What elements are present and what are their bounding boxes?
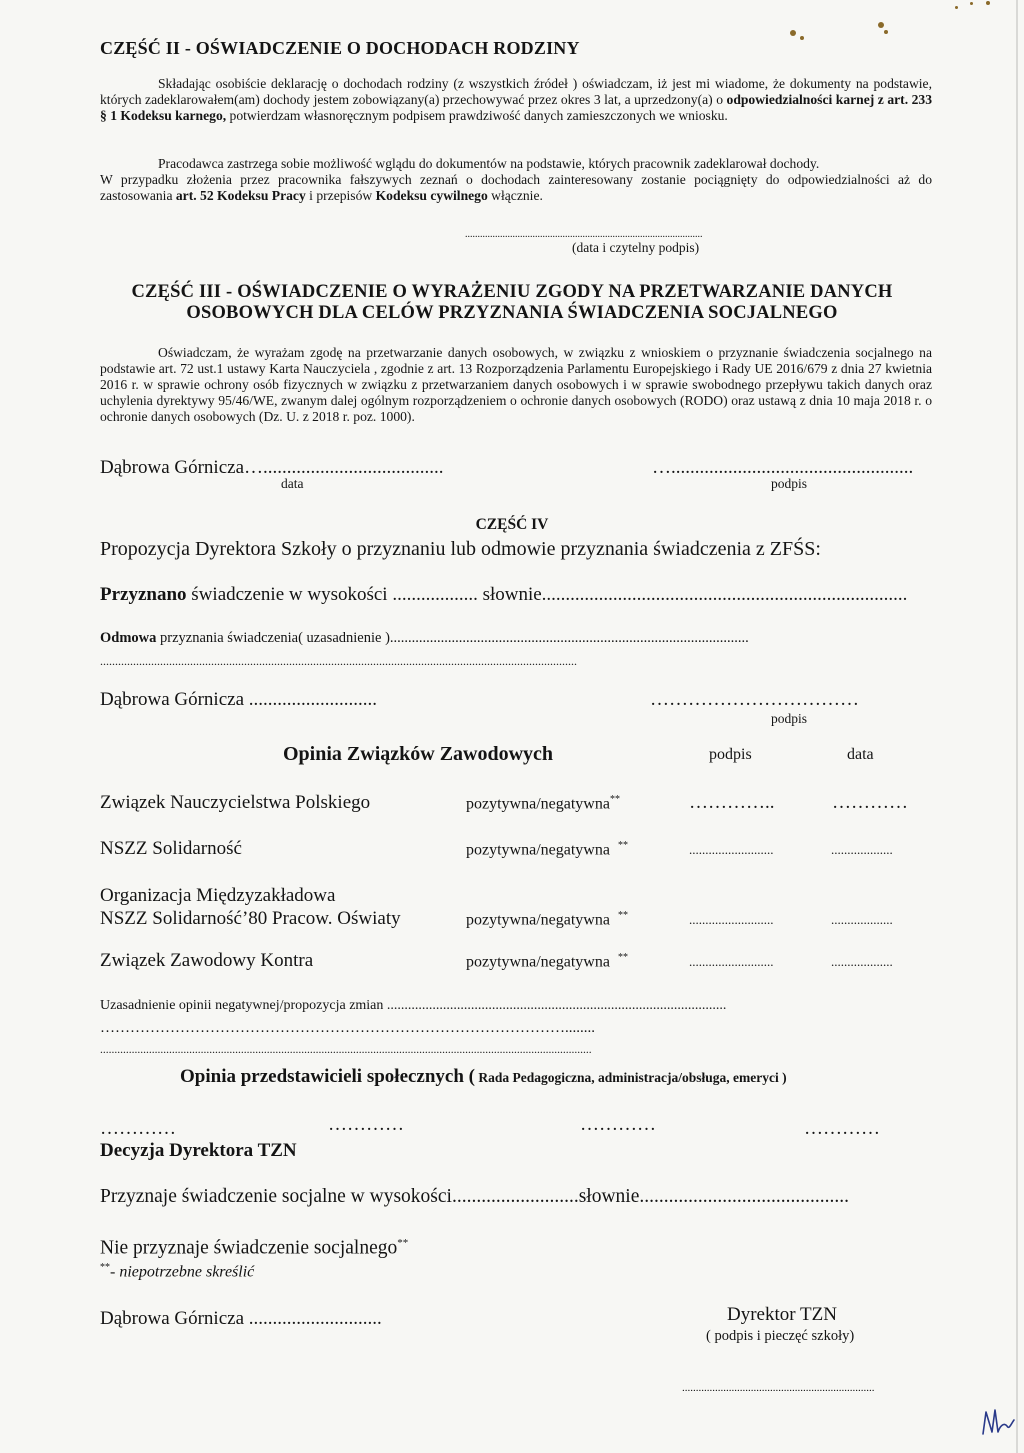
social-title: [180, 1066, 787, 1088]
part3-title-line2: OSOBOWYCH DLA CELÓW PRZYZNANIA ŚWIADCZENIA SOCJALNEGO: [186, 303, 838, 323]
union-opinion: [466, 910, 628, 929]
social-dots-1: …………: [100, 1118, 176, 1139]
union-opinion-text: pozytywna/negatywna: [466, 911, 610, 929]
part3-place: Dąbrowa Górnicza…......................................: [100, 457, 444, 478]
part2-para1-bold: odpowiedzialności karnej z art. 233 § 1 Kodeksu karnego,: [100, 92, 932, 123]
scan-edge: [1016, 0, 1018, 1453]
part2-paragraph-2: Pracodawca zastrzega sobie możliwość wglądu do dokumentów na podstawie, których pracownik zadeklarował dochody.: [158, 156, 820, 171]
handwritten-initials: [980, 1404, 1016, 1438]
union-name: NSZZ Solidarność’80 Pracow. Oświaty: [100, 908, 401, 929]
union-date-dots: ...................: [831, 842, 893, 857]
union-date-dots: ...................: [831, 912, 893, 927]
part3-consent-paragraph: Oświadczam, że wyrażam zgodę na przetwarzanie danych osobowych, w związku z wnioskiem o przyznanie świadczenia socjalnego na podstawie art. 72 ust.1 ustawy Karta Nauczyciela , zgodnie z art. 13 Rozporządzenia Parlamentu Europejskiego i Rady UE 2016/679 z dnia 27 kwietnia 2016 r. w sprawie ochrony osób fizycznych w związku z przetwarzaniem danych osobowych i w sprawie swobodnego przepływu takich danych oraz uchylenia dyrektywy 95/46/WE, zwanym dalej ogólnym rozporządzeniem o ochronie danych osobowych (RODO) oraz ustawą z dnia 10 maja 2018 r. o ochronie danych osobowych (Dz. U. z 2018 r. poz. 1000).: [100, 345, 932, 424]
social-dots-2: …………: [328, 1114, 404, 1135]
union-name-line1: Organizacja Międzyzakładowa: [100, 885, 336, 906]
social-dots-3: …………: [580, 1114, 656, 1135]
union-opinion-text: pozytywna/negatywna: [466, 795, 610, 813]
union-sign-dots: ..........................: [689, 954, 774, 969]
union-opinion: [466, 840, 628, 859]
union-name: Związek Zawodowy Kontra: [100, 950, 314, 971]
unions-justification-line2: …………………………………………………………………………………........: [100, 1020, 595, 1036]
part2-para1-text: Składając osobiście deklarację o dochodach rodziny (z wszystkich źródeł ) oświadczam, iż jest mi wiadome, że dokumenty na podstawie, których zadeklarowałem(am) dochody jestem zobowiązany(a) przechowywać przez okres 3 lat, a uprzedzony(a) o: [100, 76, 932, 107]
decision-deny-text: Nie przyznaje świadczenie socjalnego: [100, 1237, 398, 1259]
social-dots-4: …………: [804, 1118, 880, 1139]
refusal-line-2: ...............................................................................................................................................................: [100, 654, 577, 668]
decision-place: Dąbrowa Górnicza ............................: [100, 1308, 382, 1329]
part2-para3-bold1: art. 52 Kodeksu Pracy: [175, 188, 306, 203]
decision-deny-line: [100, 1237, 408, 1260]
decision-footnote-text: - niepotrzebne skreślić: [110, 1263, 255, 1281]
part4-sign-dots: ……………………………: [650, 689, 859, 710]
part2-signature-label: (data i czytelny podpis): [572, 240, 700, 255]
unions-title: Opinia Związków Zawodowych: [283, 743, 554, 765]
union-date-dots: …………: [832, 792, 908, 813]
union-opinion-mark: **: [617, 840, 628, 851]
decision-footnote: [100, 1262, 254, 1281]
part2-signature-line: ...............................................................................................: [465, 229, 703, 240]
decision-deny-mark: **: [397, 1237, 409, 1249]
part2-title: CZĘŚĆ II - OŚWIADCZENIE O DOCHODACH RODZINY: [100, 38, 580, 58]
part3-sign-dots: …...................................................: [652, 457, 914, 478]
part2-para3-end: włącznie.: [487, 188, 543, 203]
decision-grant-line: Przyznaje świadczenie socjalne w wysokości..........................słownie...........................................: [100, 1186, 849, 1207]
part2-para3-text: W przypadku złożenia przez pracownika fałszywych zeznań o dochodach zainteresowany zostanie pociągnięty do odpowiedzialności aż do zastosowania: [100, 172, 932, 203]
part3-data-label: data: [281, 476, 304, 491]
union-opinion: [466, 794, 620, 813]
part2-paragraph-3: [100, 172, 932, 204]
unions-justification-line3: ...........................................................................................................................................................................: [100, 1044, 592, 1056]
social-title-small: Rada Pedagogiczna, administracja/obsługa, emeryci ): [475, 1070, 787, 1085]
granted-amount-line: [100, 584, 907, 606]
decision-title: Decyzja Dyrektora TZN: [100, 1140, 297, 1161]
part2-para3-mid: i przepisów: [305, 188, 376, 203]
union-opinion-text: pozytywna/negatywna: [466, 841, 610, 859]
union-name: Związek Nauczycielstwa Polskiego: [100, 792, 371, 813]
unions-col-podpis: podpis: [709, 746, 752, 763]
social-title-bold: Opinia przedstawicieli społecznych (: [180, 1066, 476, 1087]
director-title: Dyrektor TZN: [727, 1304, 837, 1325]
union-name: NSZZ Solidarność: [100, 838, 242, 859]
union-opinion-mark: **: [617, 910, 628, 921]
part4-place: Dąbrowa Górnicza ...........................: [100, 689, 378, 710]
part2-para1-text-end: potwierdzam własnoręcznym podpisem prawdziwość danych zamieszczonych we wniosku.: [226, 108, 728, 123]
union-opinion-text: pozytywna/negatywna: [466, 953, 610, 971]
part2-paragraph-1: [100, 76, 932, 124]
part3-title-line1: CZĘŚĆ III - OŚWIADCZENIE O WYRAŻENIU ZGODY NA PRZETWARZANIE DANYCH: [131, 282, 893, 302]
director-signature-line: ......................................................................: [682, 1382, 875, 1394]
union-sign-dots: …………..: [689, 792, 775, 813]
union-date-dots: ...................: [831, 954, 893, 969]
decision-footnote-mark: **: [100, 1262, 110, 1273]
union-opinion-mark: **: [617, 952, 628, 963]
granted-label: Przyznano: [100, 584, 187, 605]
refusal-text: przyznania świadczenia( uzasadnienie )...................................................................................................: [156, 630, 749, 646]
granted-text: świadczenie w wysokości .................. słownie.............................................................................: [186, 584, 908, 605]
part4-subtitle: Propozycja Dyrektora Szkoły o przyznaniu lub odmowie przyznania świadczenia z ZFŚS:: [100, 538, 821, 560]
unions-col-data: data: [847, 746, 874, 763]
union-opinion: [466, 952, 628, 971]
union-sign-dots: ..........................: [689, 912, 774, 927]
refusal-line: [100, 630, 749, 647]
part2-para3-bold2: Kodeksu cywilnego: [375, 188, 488, 203]
part3-podpis-label: podpis: [771, 476, 808, 491]
director-subtitle: ( podpis i pieczęć szkoły): [706, 1328, 855, 1344]
refusal-label: Odmowa: [100, 630, 157, 646]
union-opinion-mark: **: [609, 794, 620, 805]
part4-title: CZĘŚĆ IV: [475, 516, 549, 533]
part4-podpis-label: podpis: [771, 711, 808, 726]
union-sign-dots: ..........................: [689, 842, 774, 857]
unions-justification: Uzasadnienie opinii negatywnej/propozycja zmian .................................................................................................: [100, 998, 727, 1013]
